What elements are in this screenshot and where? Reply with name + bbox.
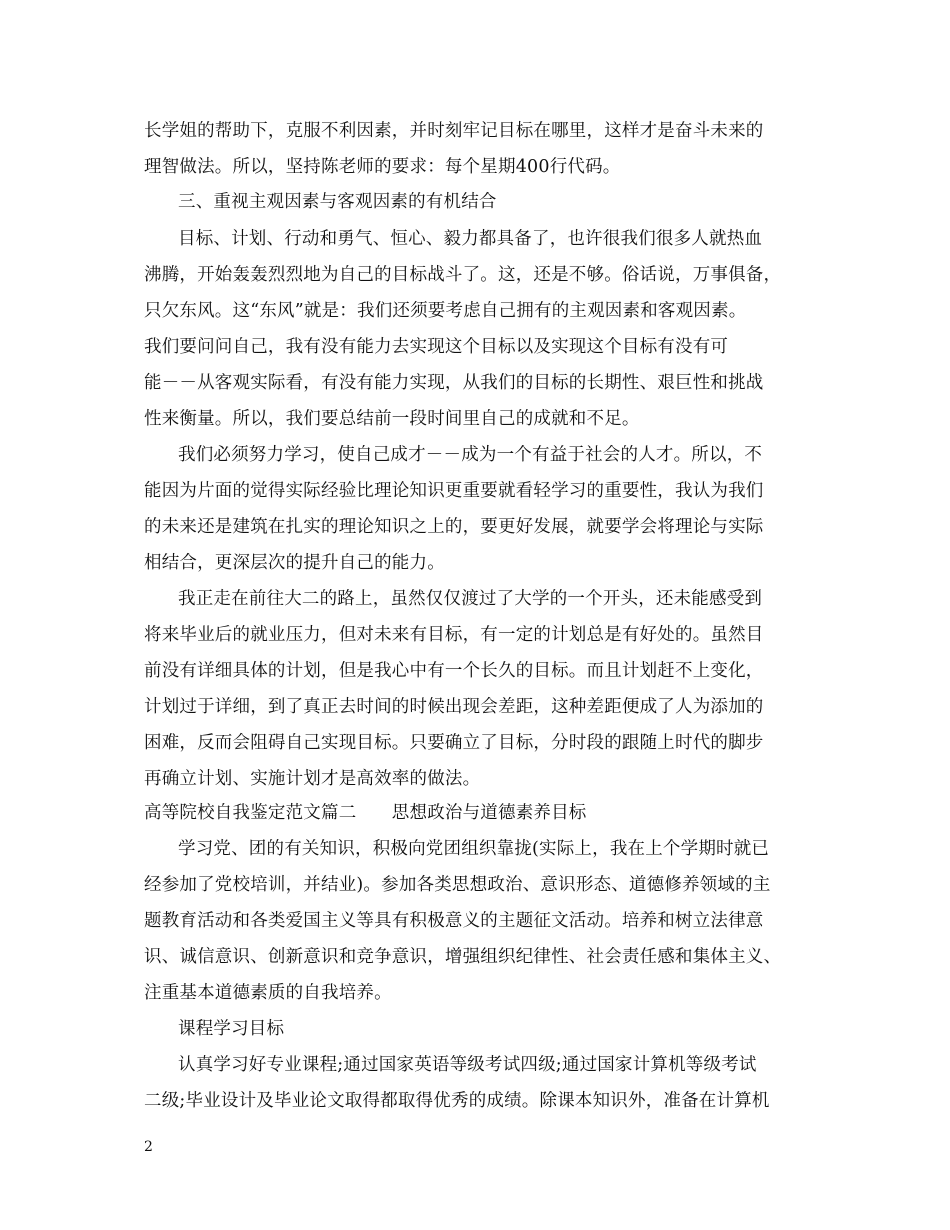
text-line: 注重基本道德素质的自我培养。 [144,983,392,1003]
text-line: 经参加了党校培训，并结业)。参加各类思想政治、意识形态、道德修养领域的主 [144,875,771,895]
text-line: 我们要问问自己，我有没有能力去实现这个目标以及实现这个目标有没有可 [144,337,729,357]
section-title: 高等院校自我鉴定范文篇二 思想政治与道德素养目标 [144,803,587,823]
text-line: 性来衡量。所以，我们要总结前一段时间里自己的成就和不足。 [144,409,640,429]
text-line: 计划过于详细，到了真正去时间的时候出现会差距，这种差距便成了人为添加的 [144,697,764,717]
text-line: 沸腾，开始轰轰烈烈地为自己的目标战斗了。这，还是不够。俗话说，万事俱备， [144,265,782,285]
text-line: 只欠东风。这“东风”就是：我们还须要考虑自己拥有的主观因素和客观因素。 [144,301,747,321]
text-line: 长学姐的帮助下，克服不利因素，并时刻牢记目标在哪里，这样才是奋斗未来的 [144,121,764,141]
text-line: 困难，反而会阻碍自己实现目标。只要确立了目标，分时段的跟随上时代的脚步 [144,733,764,753]
text-line: 目标、计划、行动和勇气、恒心、毅力都具备了，也许很我们很多人就热血 [178,229,763,249]
text-line: 相结合，更深层次的提升自己的能力。 [144,553,445,573]
text-line: 学习党、团的有关知识，积极向党团组织靠拢(实际上，我在上个学期时就已 [178,839,770,859]
text-line: 将来毕业后的就业压力，但对未来有目标，有一定的计划总是有好处的。虽然目 [144,625,764,645]
text-line: 我们必须努力学习，使自己成才－－成为一个有益于社会的人才。所以，不 [178,445,763,465]
section-heading: 三、重视主观因素与客观因素的有机结合 [178,192,497,212]
text-line: 理智做法。所以，坚持陈老师的要求：每个星期400行代码。 [144,157,621,177]
text-line: 的未来还是建筑在扎实的理论知识之上的，要更好发展，就要学会将理论与实际 [144,517,764,537]
text-line: 认真学习好专业课程;通过国家英语等级考试四级;通过国家计算机等级考试 [178,1055,757,1075]
text-line: 再确立计划、实施计划才是高效率的做法。 [144,769,481,789]
text-line: 我正走在前往大二的路上，虽然仅仅渡过了大学的一个开头，还未能感受到 [178,589,763,609]
text-line: 前没有详细具体的计划，但是我心中有一个长久的目标。而且计划赶不上变化， [144,661,764,681]
text-line: 能因为片面的觉得实际经验比理论知识更重要就看轻学习的重要性，我认为我们 [144,481,764,501]
text-line: 二级;毕业设计及毕业论文取得都取得优秀的成绩。除课本知识外，准备在计算机 [144,1091,770,1111]
text-line: 识、诚信意识、创新意识和竞争意识，增强组织纪律性、社会责任感和集体主义、 [144,947,782,967]
section-heading: 课程学习目标 [178,1019,285,1039]
text-line: 能－－从客观实际看，有没有能力实现，从我们的目标的长期性、艰巨性和挑战 [144,373,764,393]
text-line: 题教育活动和各类爱国主义等具有积极意义的主题征文活动。培养和树立法律意 [144,911,764,931]
page-number: 2 [144,1139,153,1155]
